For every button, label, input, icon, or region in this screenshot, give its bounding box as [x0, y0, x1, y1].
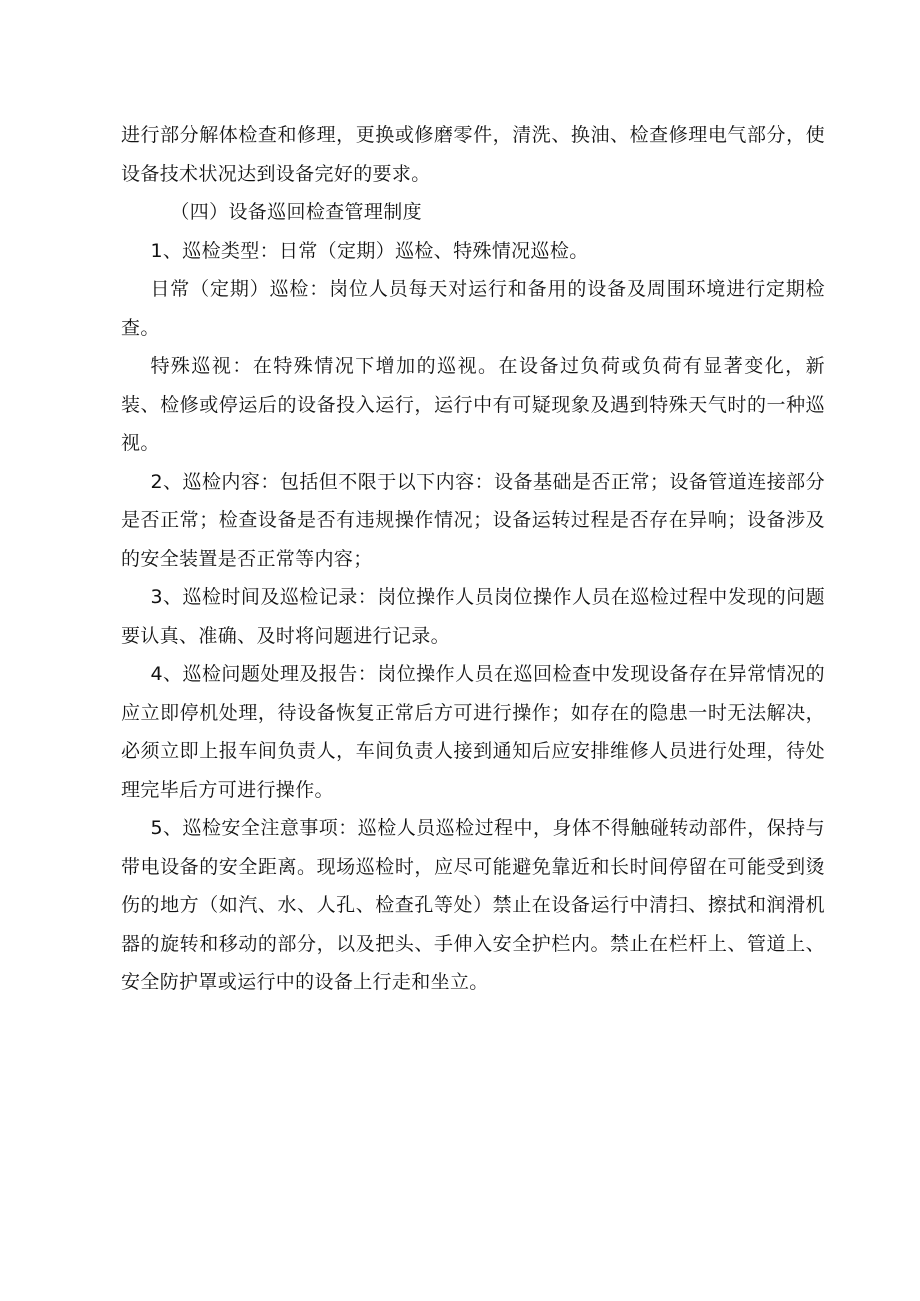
paragraph-safety-notes: 5、巡检安全注意事项：巡检人员巡检过程中，身体不得触碰转动部件，保持与带电设备的安全距离。现场巡检时，应尽可能避免靠近和长时间停留在可能受到烫伤的地方（如汽、水、人孔、检查孔等处）禁止在设备运行中清扫、擦拭和润滑机器的旋转和移动的部分，以及把头、手伸入安全护栏内。禁止在栏杆上、管道上、安全防护罩或运行中的设备上行走和坐立。	[121, 817, 825, 993]
paragraph-daily-inspection: 日常（定期）巡检：岗位人员每天对运行和备用的设备及周围环境进行定期检查。	[121, 278, 825, 339]
paragraph-inspection-content: 2、巡检内容：包括但不限于以下内容：设备基础是否正常；设备管道连接部分是否正常；检查设备是否有违规操作情况；设备运转过程是否存在异响；设备涉及的安全装置是否正常等内容；	[121, 470, 825, 570]
paragraph-inspection-types: 1、巡检类型：日常（定期）巡检、特殊情况巡检。	[150, 239, 589, 262]
paragraph-continuation: 进行部分解体检查和修理，更换或修磨零件，清洗、换油、检查修理电气部分，使设备技术状况达到设备完好的要求。	[121, 124, 825, 185]
section-heading: （四）设备巡回检查管理制度	[170, 201, 422, 223]
document-body	[121, 116, 825, 1002]
paragraph-inspection-records: 3、巡检时间及巡检记录：岗位操作人员岗位操作人员在巡检过程中发现的问题要认真、准确、及时将问题进行记录。	[121, 586, 825, 647]
paragraph-special-inspection: 特殊巡视：在特殊情况下增加的巡视。在设备过负荷或负荷有显著变化，新装、检修或停运后的设备投入运行，运行中有可疑现象及遇到特殊天气时的一种巡视。	[121, 355, 825, 454]
paragraph-problem-handling: 4、巡检问题处理及报告：岗位操作人员在巡回检查中发现设备存在异常情况的应立即停机处理，待设备恢复正常后方可进行操作；如存在的隐患一时无法解决，必须立即上报车间负责人，车间负责人接到通知后应安排维修人员进行处理，待处理完毕后方可进行操作。	[121, 663, 825, 801]
